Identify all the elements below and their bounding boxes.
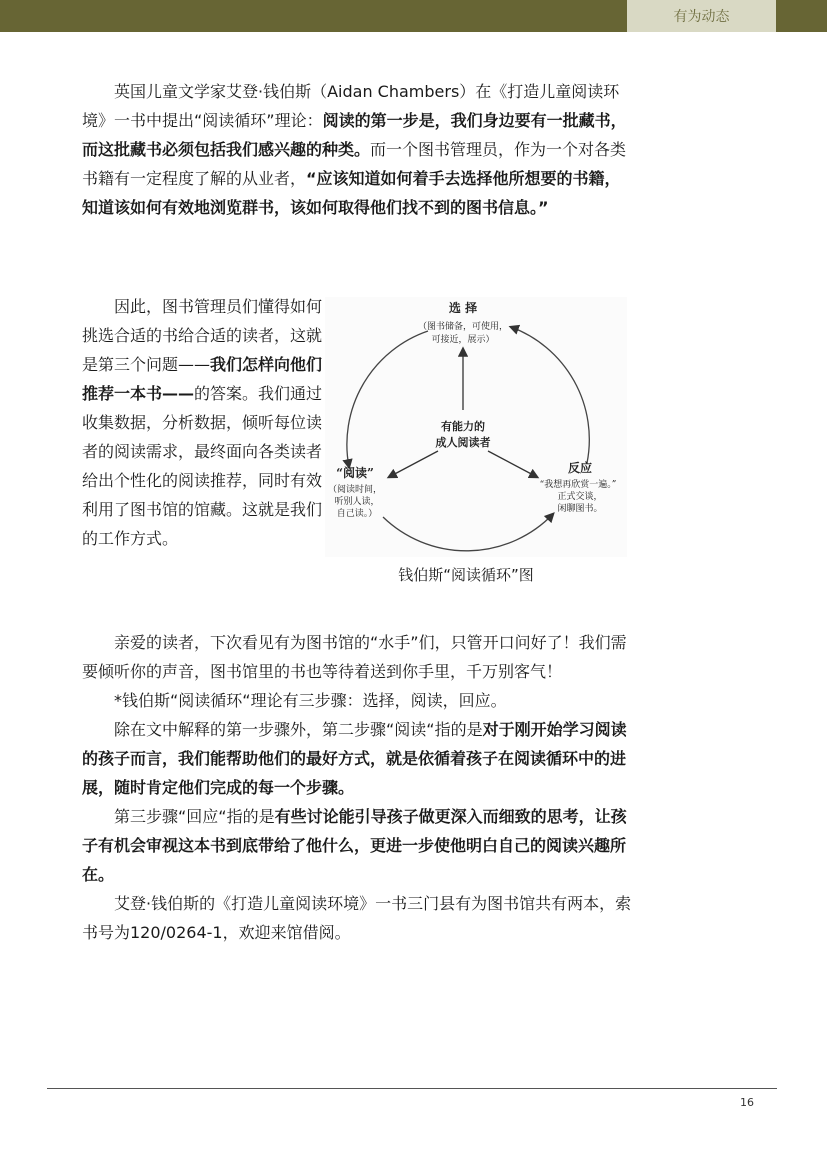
page-number: 16 [740, 1096, 754, 1109]
node-response-title: 反应 [567, 461, 593, 475]
closing-paragraph: 亲爱的读者，下次看见有为图书馆的“水手”们，只管开口问好了！我们需要倾听你的声音，图书馆里的书也等待着送到你手里，千万别客气！ [82, 633, 627, 681]
librarian-text-1: 因此，图书管理员们懂得如何挑选合适的书给合适的读者，这就是第三个问题—— [82, 297, 323, 374]
node-response-sub-3: 闲聊图书。 [557, 504, 603, 514]
node-read-sub-1: （阅读时间， [327, 485, 383, 495]
steps-note: *钱伯斯“阅读循环“理论有三步骤：选择，阅读，回应。 [114, 691, 507, 710]
intro-paragraph [82, 77, 628, 222]
spoke-left [389, 451, 438, 477]
node-read-sub-3: 自己读。） [336, 509, 378, 519]
node-select-title: 选 择 [448, 301, 478, 315]
reading-circle-figure [325, 297, 627, 557]
arc-select-to-read [347, 331, 428, 467]
step-two-text: 除在文中解释的第一步骤外，第二步骤“阅读“指的是 [114, 720, 483, 739]
intro-text-2: 而一个图书管理员，作为一个对各类书籍有一定程度了解的从业者， [82, 140, 627, 188]
step-three-paragraph [82, 802, 632, 889]
librarian-text-2: 的答案。我们通过收集数据，分析数据，倾听每位读者的阅读需求，最终面向各类读者给出个性化的阅读推荐，同时有效利用了图书馆的馆藏。这就是我们的工作方式。 [82, 384, 323, 548]
book-availability: 艾登·钱伯斯的《打造儿童阅读环境》一书三门县有为图书馆共有两本，索书号为120/0264-1，欢迎来馆借阅。 [82, 894, 632, 942]
step-two-bold: 对于刚开始学习阅读的孩子而言，我们能帮助他们的最好方式，就是依循着孩子在阅读循环中的进展，随时肯定他们完成的每一个步骤。 [82, 720, 627, 797]
node-select-sub-2: 可接近，展示） [431, 335, 495, 345]
figure-caption: 钱伯斯“阅读循环”图 [398, 566, 534, 584]
step-two-paragraph [82, 715, 632, 802]
librarian-bold-1: 我们怎样向他们推荐一本书—— [82, 355, 323, 403]
spoke-right [488, 451, 537, 477]
section-tab [627, 0, 776, 32]
node-center-1: 有能力的 [441, 420, 485, 433]
closing-section [82, 628, 632, 947]
intro-text-1: 英国儿童文学家艾登·钱伯斯（Aidan Chambers）在《打造儿童阅读环境》一书中提出“阅读循环”理论： [82, 82, 620, 130]
intro-bold-1: 阅读的第一步是，我们身边要有一批藏书，而这批藏书必须包括我们感兴趣的种类。 [82, 111, 627, 159]
footer-divider [47, 1088, 777, 1089]
step-three-text: 第三步骤“回应“指的是 [114, 807, 275, 826]
node-read-sub-2: 听别人读， [334, 497, 380, 507]
node-response-sub-1: “我想再欣赏一遍。” [539, 480, 617, 490]
intro-bold-2: “应该知道如何着手去选择他所想要的书籍，知道该如何有效地浏览群书，该如何取得他们找不到的图书信息。” [82, 169, 621, 217]
node-response-sub-2: 正式交谈， [557, 492, 603, 502]
node-select-sub-1: （图书储备，可使用， [417, 322, 509, 332]
step-three-bold: 有些讨论能引导孩子做更深入而细致的思考，让孩子有机会审视这本书到底带给了他什么，更进一步使他明白自己的阅读兴趣所在。 [82, 807, 627, 884]
node-center-2: 成人阅读者 [435, 436, 491, 449]
reading-circle-diagram [325, 297, 627, 557]
arc-read-to-response [383, 514, 553, 551]
arc-response-to-select [511, 327, 589, 463]
section-title: 有为动态 [673, 9, 730, 25]
librarian-paragraph [82, 292, 324, 553]
node-read-title: “阅读” [336, 466, 374, 480]
